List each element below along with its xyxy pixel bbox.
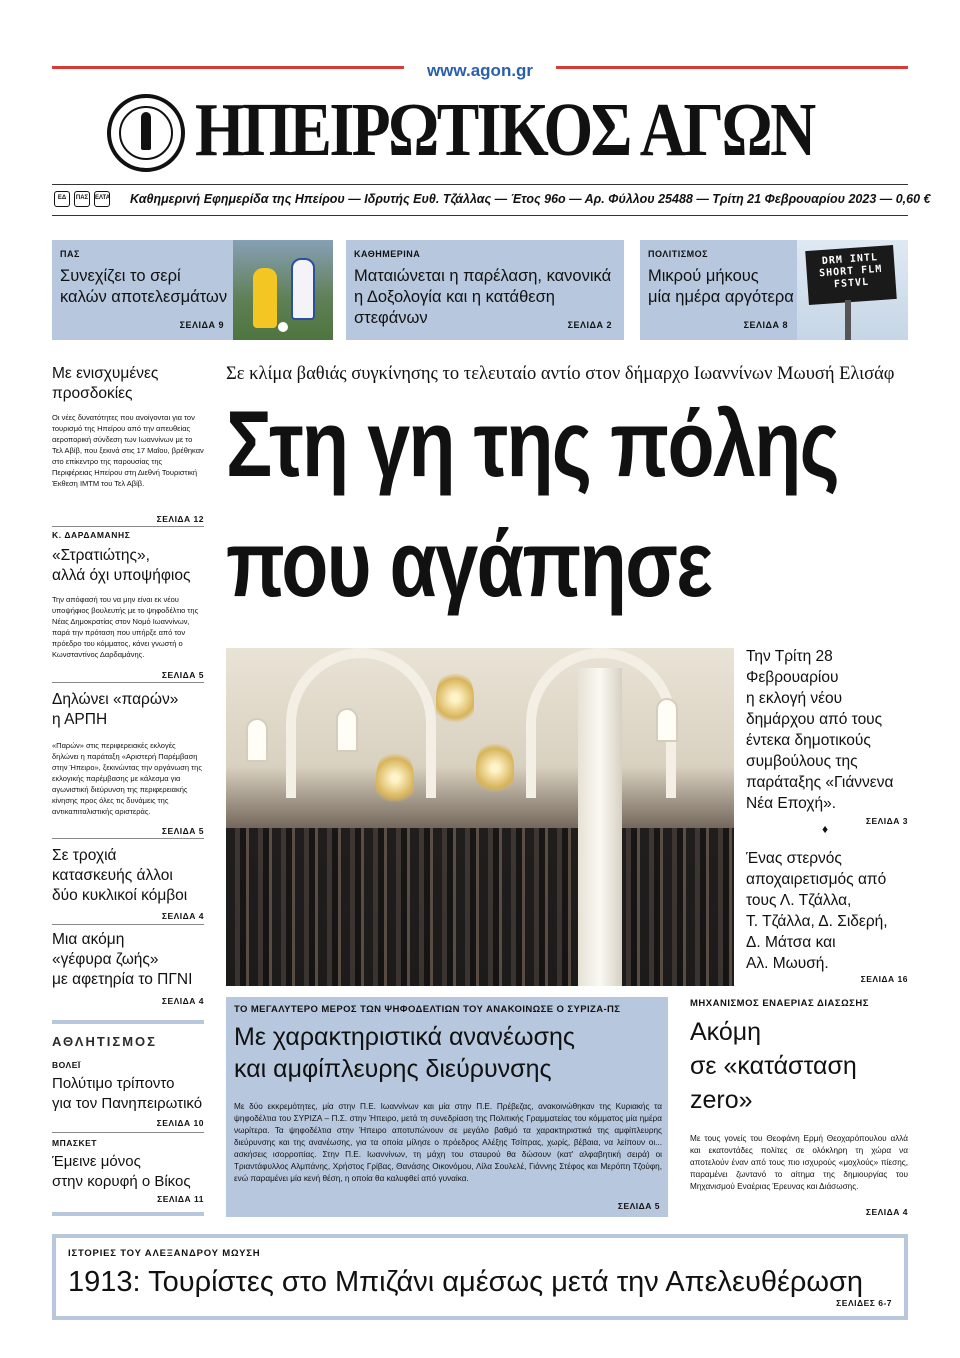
headline-line: Μια ακόμη xyxy=(52,931,125,948)
sidebar-story-headline[interactable] xyxy=(52,690,204,730)
diamond-bullet-icon: ♦ xyxy=(822,822,829,836)
history-kicker: ΙΣΤΟΡΙΕΣ ΤΟΥ ΑΛΕΞΑΝΔΡΟΥ ΜΩΥΣΗ xyxy=(68,1248,261,1259)
sports-title: ΑΘΛΗΤΙΣΜΟΣ xyxy=(52,1034,157,1049)
note-line: η εκλογή νέου xyxy=(746,690,843,707)
info-bar xyxy=(52,184,931,216)
church-window xyxy=(336,708,358,752)
teaser-title-line: Ματαιώνεται η παρέλαση, κανονικά xyxy=(354,267,612,285)
headline-line: προσδοκίες xyxy=(52,385,133,402)
teaser-title-line: μία ημέρα αργότερα xyxy=(648,288,794,306)
church-pillar xyxy=(578,668,622,986)
association-logo-icon: ΠΑΣ xyxy=(74,191,90,207)
sports-page: ΣΕΛΙΔΑ 11 xyxy=(157,1194,204,1204)
note-line: Ένας στερνός xyxy=(746,850,842,867)
story-body: Με δύο εκκρεμότητες, μία στην Π.Ε. Ιωαννίνων και μία στην Π.Ε. Πρέβεζας, ανακοινώθηκαν της Κυριακής τα ψηφοδέλτια του ΣΥΡΙΖΑ – Π.Σ. στην Ήπειρο, μετά τη συνεδρίαση της Πολιτικής Γραμματείας του κόμματος μία ημέρα νωρίτερα. Τα ψηφοδέλτια στην Ήπειρο αποτυπώνουν σε μεγάλο βαθμό τα χαρακτηριστικά της αμφίπλευρης διεύρυνσης και της ανανέωσης, για τα οποία μίλησε ο πρόεδρος Αλέξης Τσίπρας, χωρίς, βέβαια, να λείπουν οι... ασκήσεις ισορροπίας. Στην Π.Ε. Ιωαννίνων, τη μάχη του σταυρού θα δώσουν (κατ' αλφαβητική σειρά) οι Τριαντάφυλλος Αλμπάνης, Χρήστος Γρίβας, Θανάσης Οικονόμου, Λίλα Σουλελέ, Γιάννης Στέφος και Μερόπη Τζούφη, ενώ παραμένει μία κενή θέση, η οποία θα καλυφθεί από γυναίκα. xyxy=(234,1102,662,1183)
teaser-page: ΣΕΛΙΔΑ 8 xyxy=(743,320,788,330)
sports-kicker: ΒΟΛΕΪ xyxy=(52,1060,81,1070)
headline-line: και αμφίπλευρης διεύρυνσης xyxy=(234,1055,552,1083)
teaser-title-line: καλών αποτελεσμάτων xyxy=(60,288,228,306)
headline-line: Πολύτιμο τρίποντο xyxy=(52,1075,175,1092)
note-line: τους Λ. Τζάλλα, xyxy=(746,892,852,909)
site-url[interactable]: www.agon.gr xyxy=(426,61,534,80)
member-logo-icon: ΕΔ xyxy=(54,191,70,207)
headline-line: Ακόμη xyxy=(690,1018,762,1046)
headline-line: Στη γη της πόλης xyxy=(226,391,839,496)
teaser-title-line: Μικρού μήκους xyxy=(648,267,759,285)
story-body: Με τους γονείς του Θεοφάνη Ερμή Θεοχαρόπουλου αλλά και εκατοντάδες πολίτες σε ολόκληρη τη χώρα να αποτελούν έναν από τους πιο ισχυρούς «μοχλούς» πίεσης, παραμένει ζωντανό το αίτημα της δημιουργίας του Μηχανισμού Εναέριας Έρευνας και Διάσωσης. xyxy=(690,1134,908,1191)
note-line: συμβούλους της xyxy=(746,753,858,770)
headline-line: κατασκευής άλλοι xyxy=(52,867,173,884)
sports-headline[interactable] xyxy=(52,1152,204,1192)
note-line: Νέα Εποχή». xyxy=(746,795,837,812)
seal-figure xyxy=(141,112,151,150)
teaser-title xyxy=(60,266,227,308)
teaser-title xyxy=(648,266,794,308)
headline-line: Με χαρακτηριστικά ανανέωσης xyxy=(234,1023,575,1051)
headline-line: Έμεινε μόνος xyxy=(52,1153,141,1170)
sidebar-divider xyxy=(52,924,204,925)
lead-headline[interactable] xyxy=(226,384,838,624)
lead-side-page: ΣΕΛΙΔΑ 16 xyxy=(860,974,908,984)
sidebar-story-kicker: Κ. ΔΑΡΔΑΜΑΝΗΣ xyxy=(52,530,131,540)
headline-line: στην κορυφή ο Βίκος xyxy=(52,1173,191,1190)
player-white xyxy=(291,258,315,320)
sidebar-story-body: «Παρών» στις περιφερειακές εκλογές δηλώνει η παράταξη «Αριστερή Παρέμβαση στην Ήπειρο», ξεκινώντας την οργάνωση της εκλογικής παρέμβασης με κάλεσμα για αγωνιστική διεύρυνση της περιφερειακής κίνησης προς όλες τις δυνάμεις της αντικαπιταλιστικής αριστεράς. xyxy=(52,741,202,816)
note-line: έντεκα δημοτικούς xyxy=(746,732,871,749)
player-yellow xyxy=(253,268,277,328)
teaser-kicker: ΚΑΘΗΜΕΡΙΝΑ xyxy=(354,249,421,259)
story-kicker: ΜΗΧΑΝΙΣΜΟΣ ΕΝΑΕΡΙΑΣ ΔΙΑΣΩΣΗΣ xyxy=(690,998,869,1009)
chandelier-icon xyxy=(476,738,514,798)
sports-page: ΣΕΛΙΔΑ 10 xyxy=(156,1118,204,1128)
sports-section xyxy=(52,1020,204,1216)
sidebar-story-page: ΣΕΛΙΔΑ 12 xyxy=(156,514,204,524)
teaser-daily[interactable] xyxy=(346,240,624,340)
lead-side-page: ΣΕΛΙΔΑ 3 xyxy=(865,816,908,826)
headline-line: η ΑΡΠΗ xyxy=(52,711,108,728)
headline-line: «γέφυρα ζωής» xyxy=(52,951,159,968)
teaser-page: ΣΕΛΙΔΑ 2 xyxy=(567,320,612,330)
sidebar-story-headline[interactable] xyxy=(52,930,204,990)
teaser-kicker: ΠΟΛΙΤΙΣΜΟΣ xyxy=(648,249,709,259)
sidebar-story-headline[interactable] xyxy=(52,364,204,404)
sidebar-story-body: Οι νέες δυνατότητες που ανοίγονται για τον τουρισμό της Ηπείρου από την απευθείας αεροπορική σύνδεση των Ιωαννίνων με το Τελ Αβίβ, που ξεκινά στις 17 Μαΐου, βρέθηκαν στο επίκεντρο της παρουσίας της Περιφέρειας Ηπείρου στη Διεθνή Τουριστική Έκθεση IMTM του Τελ Αβίβ. xyxy=(52,413,204,488)
teaser-title-line: Συνεχίζει το σερί xyxy=(60,267,181,285)
story-page: ΣΕΛΙΔΑ 5 xyxy=(617,1201,660,1211)
headline-line: αλλά όχι υποψήφιος xyxy=(52,567,191,584)
sidebar-story-page: ΣΕΛΙΔΑ 4 xyxy=(161,996,204,1006)
sidebar-divider xyxy=(52,682,204,683)
note-line: αποχαιρετισμός από xyxy=(746,871,887,888)
story-page: ΣΕΛΙΔΑ 4 xyxy=(865,1207,908,1217)
sidebar-divider xyxy=(52,838,204,839)
teaser-culture[interactable] xyxy=(640,240,798,340)
headline-line: Με ενισχυμένες xyxy=(52,365,159,382)
sidebar-story-page: ΣΕΛΙΔΑ 4 xyxy=(161,911,204,921)
sidebar-story-page: ΣΕΛΙΔΑ 5 xyxy=(161,826,204,836)
story-headline[interactable] xyxy=(690,1015,910,1117)
headline-line: που αγάπησε xyxy=(226,511,712,616)
sidebar-story-headline[interactable] xyxy=(52,546,204,586)
issue-info: Καθημερινή Εφημερίδα της Ηπείρου — Ιδρυτής Ευθ. Τζάλλας — Έτος 96ο — Αρ. Φύλλου 25488 — Τρίτη 21 Φεβρουαρίου 2023 — 0,60 € xyxy=(130,192,931,206)
note-line: Την Τρίτη 28 xyxy=(746,648,833,665)
headline-line: Σε τροχιά xyxy=(52,847,117,864)
chandelier-icon xyxy=(436,668,474,728)
headline-line: Δηλώνει «παρών» xyxy=(52,691,179,708)
funeral-photo xyxy=(226,648,734,986)
headline-line: δύο κυκλικοί κόμβοι xyxy=(52,887,188,904)
history-headline: 1913: Τουρίστες στο Μπιζάνι αμέσως μετά την Απελευθέρωση xyxy=(68,1266,864,1298)
note-line: Δ. Μάτσα και xyxy=(746,934,836,951)
teaser-pas[interactable] xyxy=(52,240,234,340)
headline-line: σε «κατάσταση xyxy=(690,1052,857,1080)
headline-line: για τον Πανηπειρωτικό xyxy=(52,1095,203,1112)
sidebar-story-body: Την απόφασή του να μην είναι εκ νέου υποψήφιος βουλευτής με το ψηφοδέλτιο της Νέας Δημοκρατίας στον Νομό Ιωαννίνων, παρά την πρόταση που υπήρξε από τον πρόεδρο του κόμματος, κάνει γνωστή ο Κωνσταντίνος Δαρδαμάνης. xyxy=(52,595,199,659)
sports-headline[interactable] xyxy=(52,1074,204,1114)
info-logos xyxy=(54,191,110,207)
mourners-crowd xyxy=(226,828,734,986)
ball-icon xyxy=(278,322,288,332)
billboard-line: DRM INTL xyxy=(821,252,879,267)
sports-kicker: ΜΠΑΣΚΕΤ xyxy=(52,1138,97,1148)
billboard-line: FSTVL xyxy=(833,276,870,291)
elta-logo-icon: ΕΛΤΑ xyxy=(94,191,110,207)
lead-side-note[interactable] xyxy=(746,848,908,974)
story-kicker: ΤΟ ΜΕΓΑΛΥΤΕΡΟ ΜΕΡΟΣ ΤΩΝ ΨΗΦΟΔΕΛΤΙΩΝ ΤΟΥ ΑΝΑΚΟΙΝΩΣΕ Ο ΣΥΡΙΖΑ-ΠΣ xyxy=(234,1004,621,1015)
chandelier-icon xyxy=(376,748,414,808)
note-line: Φεβρουαρίου xyxy=(746,669,839,686)
billboard-post xyxy=(845,300,851,340)
sidebar-divider xyxy=(52,526,204,527)
headline-line: zero» xyxy=(690,1086,753,1114)
billboard-sign xyxy=(805,245,897,305)
sidebar-story-page: ΣΕΛΙΔΑ 5 xyxy=(161,670,204,680)
note-line: Τ. Τζάλλα, Δ. Σιδερή, xyxy=(746,913,888,930)
history-box[interactable] xyxy=(52,1234,908,1320)
church-window xyxy=(656,698,678,742)
note-line: Αλ. Μωυσή. xyxy=(746,955,829,972)
masthead-title: ΗΠΕΙΡΩΤΙΚΟΣ ΑΓΩΝ xyxy=(195,88,814,172)
history-page: ΣΕΛΙΔΕΣ 6-7 xyxy=(836,1298,892,1308)
teaser-title-line: η Δοξολογία και η κατάθεση στεφάνων xyxy=(354,288,555,327)
sidebar-story-headline[interactable] xyxy=(52,846,204,906)
billboard-line: SHORT FLM xyxy=(818,263,883,280)
church-window xyxy=(246,718,268,762)
note-line: δημάρχου από τους xyxy=(746,711,883,728)
teaser-page: ΣΕΛΙΔΑ 9 xyxy=(179,320,224,330)
billboard-photo xyxy=(797,240,908,340)
story-headline xyxy=(234,1021,575,1085)
masthead-seal-logo xyxy=(107,94,185,172)
note-line: παράταξης «Γιάννενα xyxy=(746,774,894,791)
lead-side-note[interactable] xyxy=(746,646,908,814)
football-photo xyxy=(233,240,333,340)
headline-line: με αφετηρία το ΠΓΝΙ xyxy=(52,971,193,988)
teaser-kicker: ΠΑΣ xyxy=(60,249,80,259)
sports-divider xyxy=(52,1132,204,1133)
headline-line: «Στρατιώτης», xyxy=(52,547,150,564)
lead-overline: Σε κλίμα βαθιάς συγκίνησης το τελευταίο αντίο στον δήμαρχο Ιωαννίνων Μωυσή Ελισάφ xyxy=(226,364,895,384)
syriza-story[interactable] xyxy=(226,997,668,1217)
